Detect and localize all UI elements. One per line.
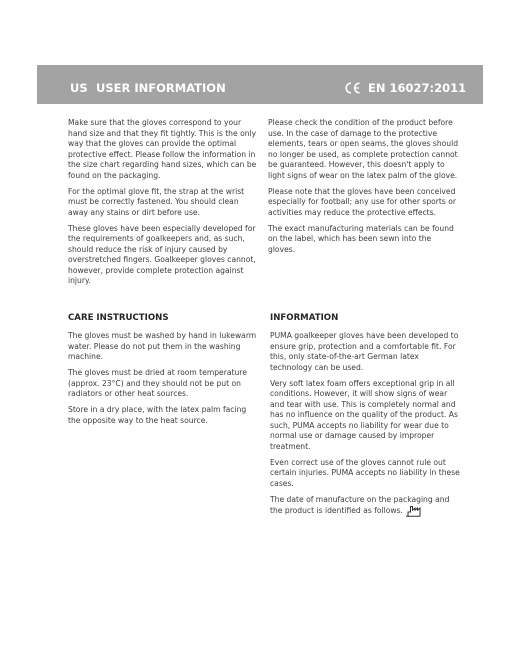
- standard-label: [344, 81, 466, 95]
- user-info-left-column: [68, 118, 260, 292]
- paragraph-with-icon: [270, 495, 460, 521]
- paragraph: The gloves must be dried at room temperature (approx. 23°C) and they should not be put on radiators or other heat sources.: [68, 368, 247, 398]
- date-of-manufacture-icon: [405, 505, 421, 521]
- care-instructions-column: [68, 331, 260, 432]
- information-column: [270, 331, 460, 526]
- paragraph: The gloves must be washed by hand in lukewarm water. Please do not put them in the washing machine.: [68, 331, 257, 361]
- care-instructions-heading: CARE INSTRUCTIONS: [68, 313, 169, 323]
- paragraph: For the optimal glove fit, the strap at the wrist must be correctly fastened. You should clean away any stains or dirt before use.: [68, 186, 245, 217]
- paragraph-text: The date of manufacture on the packaging and the product is identified as follows.: [270, 494, 450, 515]
- paragraph: Very soft latex foam offers exceptional grip in all conditions. However, it will show signs of wear and tear with use. This is completely normal and has no influence on the quality of the product. As such, PUMA accepts no liability for wear due to normal use or damage caused by improper treatment.: [270, 378, 458, 451]
- paragraph: These gloves have been especially developed for the requirements of goalkeepers and, as such, should reduce the risk of injury caused by overstretched fingers. Goalkeeper gloves cannot, however, provide complete protection against injury.: [68, 223, 256, 285]
- paragraph: Make sure that the gloves correspond to your hand size and that they fit tightly. This is the only way that the gloves can provide the optimal protective effect. Please follow the information in the size chart regarding hand sizes, which can be found on the packaging.: [68, 118, 257, 180]
- paragraph: Please check the condition of the product before use. In the case of damage to the protective elements, tears or open seams, the gloves should no longer be used, as complete protection cannot be guaranteed. However, this doesn't apply to light signs of wear on the latex palm of the glove.: [268, 118, 459, 180]
- header-title: USER INFORMATION: [96, 81, 226, 95]
- paragraph: PUMA goalkeeper gloves have been developed to ensure grip, protection and a comfortable fit. For this, only state-of-the-art German latex technology can be used.: [270, 331, 459, 372]
- paragraph: Store in a dry place, with the latex palm facing the opposite way to the heat source.: [68, 405, 247, 425]
- ce-mark-icon: [344, 82, 361, 94]
- user-info-right-column: [268, 118, 460, 261]
- standard-number: EN 16027:2011: [368, 81, 467, 95]
- language-code: US: [70, 81, 88, 95]
- paragraph: Even correct use of the gloves cannot rule out certain injuries. PUMA accepts no liability in these cases.: [270, 457, 460, 488]
- information-heading: INFORMATION: [270, 313, 339, 323]
- paragraph: The exact manufacturing materials can be found on the label, which has been sewn into the gloves.: [268, 223, 454, 254]
- paragraph: Please note that the gloves have been conceived especially for football; any use for other sports or activities may reduce the protective effects.: [268, 186, 457, 217]
- header-bar: [37, 65, 483, 104]
